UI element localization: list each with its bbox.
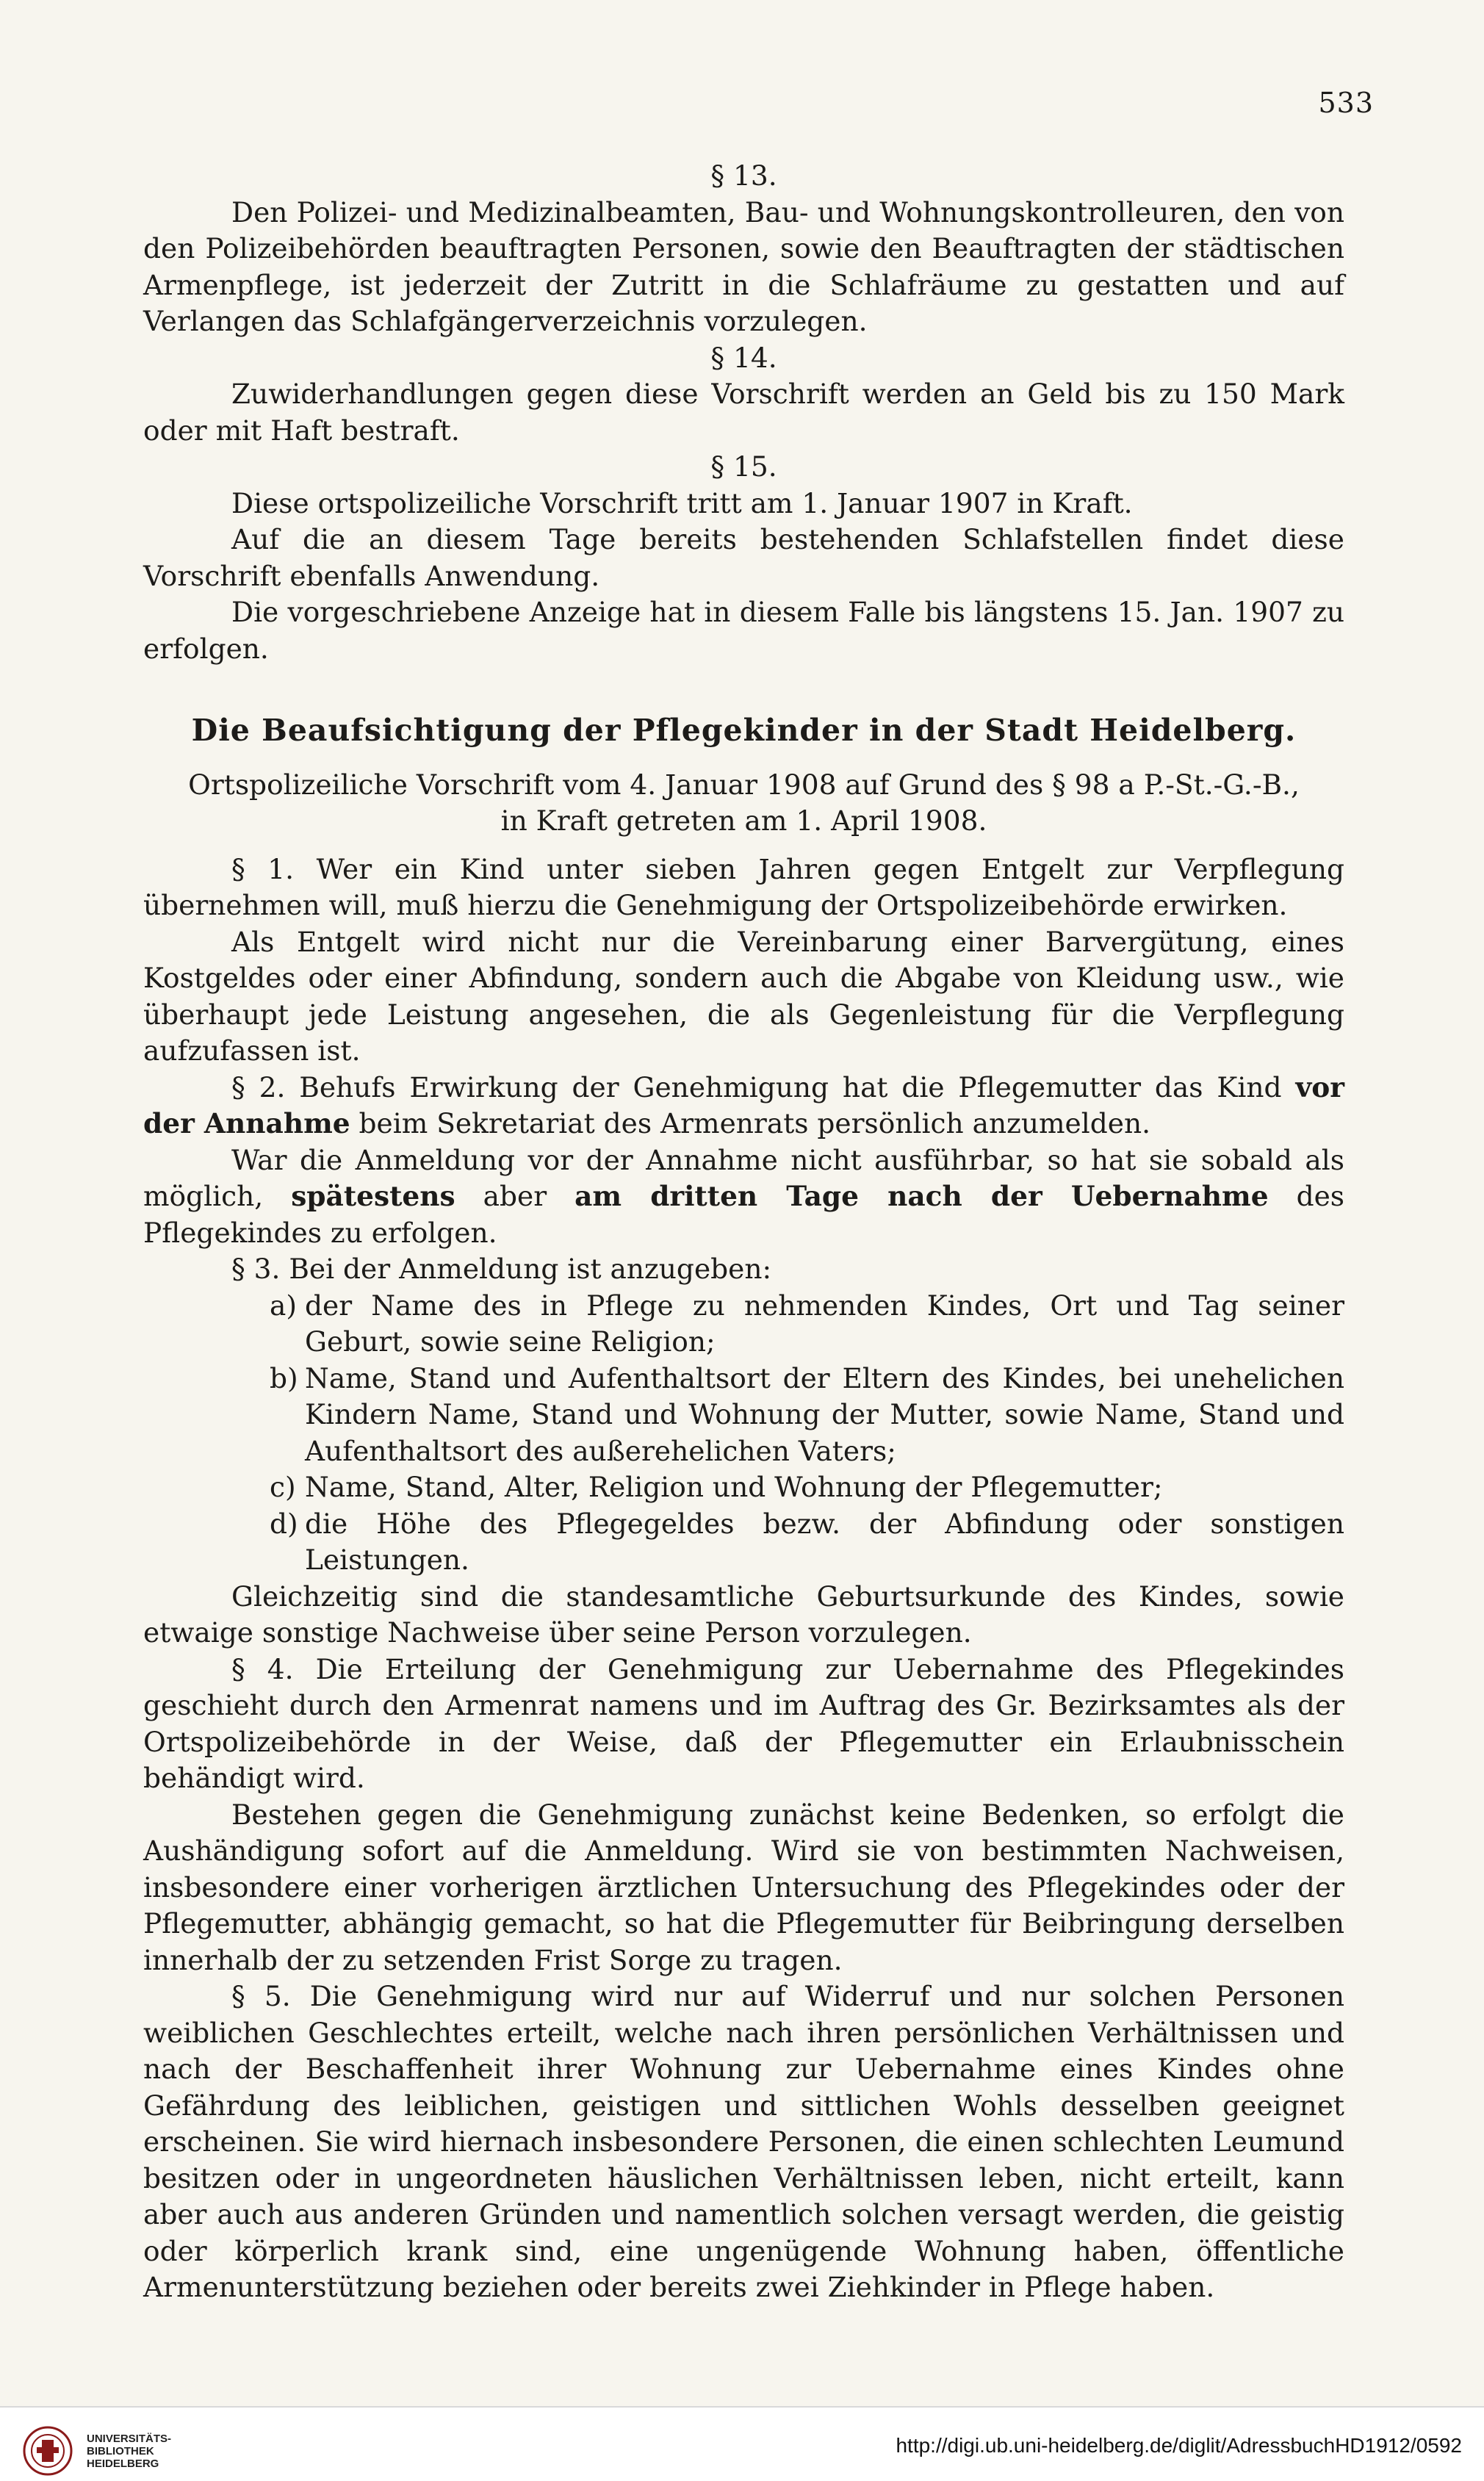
section-15-paragraph: Diese ortspolizeiliche Vorschrift tritt am 1. Januar 1907 in Kraft. xyxy=(231,486,1133,519)
section-14-text: Zuwiderhandlungen gegen diese Vorschrift werden an Geld bis zu 150 Mark oder mit Haft bestraft. xyxy=(143,378,1344,447)
emphasis-bold: vor der Annahme xyxy=(143,1070,1344,1139)
article-title: Die Beaufsichtigung der Pflegekinder in der Stadt Heidelberg. xyxy=(191,713,1297,748)
article-subtitle: Ortspolizeiliche Vorschrift vom 4. Januar 1908 auf Grund des § 98 a P.-St.-G.-B., xyxy=(188,768,1300,801)
emphasis-bold: spätestens xyxy=(291,1180,455,1212)
paragraph-3-intro: § 3. Bei der Anmeldung ist anzugeben: xyxy=(231,1253,772,1285)
library-seal-icon xyxy=(22,2425,73,2477)
paragraph-3-documents: Gleichzeitig sind die standesamtliche Geburtsurkunde des Kindes, sowie etwaige sonstige Nachweise über seine Person vorzulegen. xyxy=(143,1580,1344,1649)
section-13-text: Den Polizei- und Medizinalbeamten, Bau- und Wohnungskontrolleuren, den von den Polizeibehörden beauftragten Personen, sowie den Beauftragten der städtischen Armenpflege, ist jederzeit der Zutritt in die Schlafräume zu gestatten und auf Verlangen das Schlafgängerverzeichnis vorzulegen. xyxy=(143,195,1344,337)
page-number: 533 xyxy=(1318,87,1374,119)
list-item: c) Name, Stand, Alter, Religion und Wohnung der Pflegemutter; xyxy=(270,1471,1163,1503)
section-15-paragraph: Die vorgeschriebene Anzeige hat in diesem Falle bis längstens 15. Jan. 1907 zu erfolgen. xyxy=(143,596,1344,665)
emphasis-bold: am dritten Tage nach der Uebernahme xyxy=(574,1180,1269,1212)
article-subtitle-date: in Kraft getreten am 1. April 1908. xyxy=(500,804,987,837)
paragraph-1-definition: Als Entgelt wird nicht nur die Vereinbarung einer Barvergütung, eines Kostgeldes oder einer Abfindung, sondern auch die Abgabe von Kleidung usw., wie überhaupt jede Leistung angesehen, die als Gegenleistung für die Verpflegung aufzufassen ist. xyxy=(143,925,1344,1067)
list-item: d) die Höhe des Pflegegeldes bezw. der Abfindung oder sonstigen Leistungen. xyxy=(270,1507,1344,1576)
section-13-heading: § 13. xyxy=(710,159,777,192)
paragraph-4-conditions: Bestehen gegen die Genehmigung zunächst keine Bedenken, so erfolgt die Aushändigung sofort auf die Anmeldung. Wird sie von bestimmten Nachweisen, insbesondere einer vorherigen ärztlichen Untersuchung des Pflegekindes oder der Pflegemutter, abhängig gemacht, so hat die Pflegemutter für Beibringung derselben innerhalb der zu setzenden Frist Sorge zu tragen. xyxy=(143,1798,1344,1976)
paragraph-1-text: § 1. Wer ein Kind unter sieben Jahren gegen Entgelt zur Verpflegung übernehmen will, muß hierzu die Genehmigung der Ortspolizeibehörde erwirken. xyxy=(143,852,1344,921)
section-14-heading: § 14. xyxy=(710,341,777,374)
library-name: UNIVERSITÄTS- BIBLIOTHEK HEIDELBERG xyxy=(87,2432,172,2470)
section-15-paragraph: Auf die an diesem Tage bereits bestehenden Schlafstellen findet diese Vorschrift ebenfalls Anwendung. xyxy=(143,523,1344,592)
paragraph-4-text: § 4. Die Erteilung der Genehmigung zur Uebernahme des Pflegekindes geschieht durch den Armenrat namens und im Auftrag des Gr. Bezirksamtes als der Ortspolizeibehörde in der Weise, daß der Pflegemutter ein Erlaubnisschein behändigt wird. xyxy=(143,1652,1344,1794)
list-item: b) Name, Stand und Aufenthaltsort der Eltern des Kindes, bei unehelichen Kindern Name, Stand und Wohnung der Mutter, sowie Name, Stand und Aufenthaltsort des außerehelichen Vaters; xyxy=(270,1361,1344,1467)
paragraph-2-deadline: War die Anmeldung vor der Annahme nicht ausführbar, so hat sie sobald als möglich, spätestens aber am dritten Tage nach der Uebernahme des Pflegekindes zu erfolgen. xyxy=(143,1143,1345,1249)
library-logo xyxy=(22,2425,171,2477)
list-item: a) der Name des in Pflege zu nehmenden Kindes, Ort und Tag seiner Geburt, sowie seine Religion; xyxy=(270,1289,1344,1358)
source-url-link[interactable]: http://digi.ub.uni-heidelberg.de/diglit/AdressbuchHD1912/0592 xyxy=(896,2434,1462,2457)
paragraph-5-text: § 5. Die Genehmigung wird nur auf Widerruf und nur solchen Personen weiblichen Geschlechtes erteilt, welche nach ihren persönlichen Verhältnissen und nach der Beschaffenheit ihrer Wohnung zur Uebernahme eines Kindes ohne Gefährdung des leiblichen, geistigen und sittlichen Wohls desselben geeignet erscheinen. Sie wird hiernach insbesondere Personen, die einen schlechten Leumund besitzen oder in ungeordneten häuslichen Verhältnissen leben, nicht erteilt, kann aber auch aus anderen Gründen und namentlich solchen versagt werden, die geistig oder körperlich krank sind, eine ungenügende Wohnung haben, öffentliche Armenunterstützung beziehen oder bereits zwei Ziehkinder in Pflege haben. xyxy=(143,1980,1344,2303)
paragraph-2-text: § 2. Behufs Erwirkung der Genehmigung hat die Pflegemutter das Kind vor der Annahme beim Sekretariat des Armenrats persönlich anzumelden. xyxy=(143,1070,1344,1139)
viewer-footer xyxy=(0,2406,1484,2481)
section-15-heading: § 15. xyxy=(710,450,777,483)
document-body xyxy=(143,158,1344,2306)
